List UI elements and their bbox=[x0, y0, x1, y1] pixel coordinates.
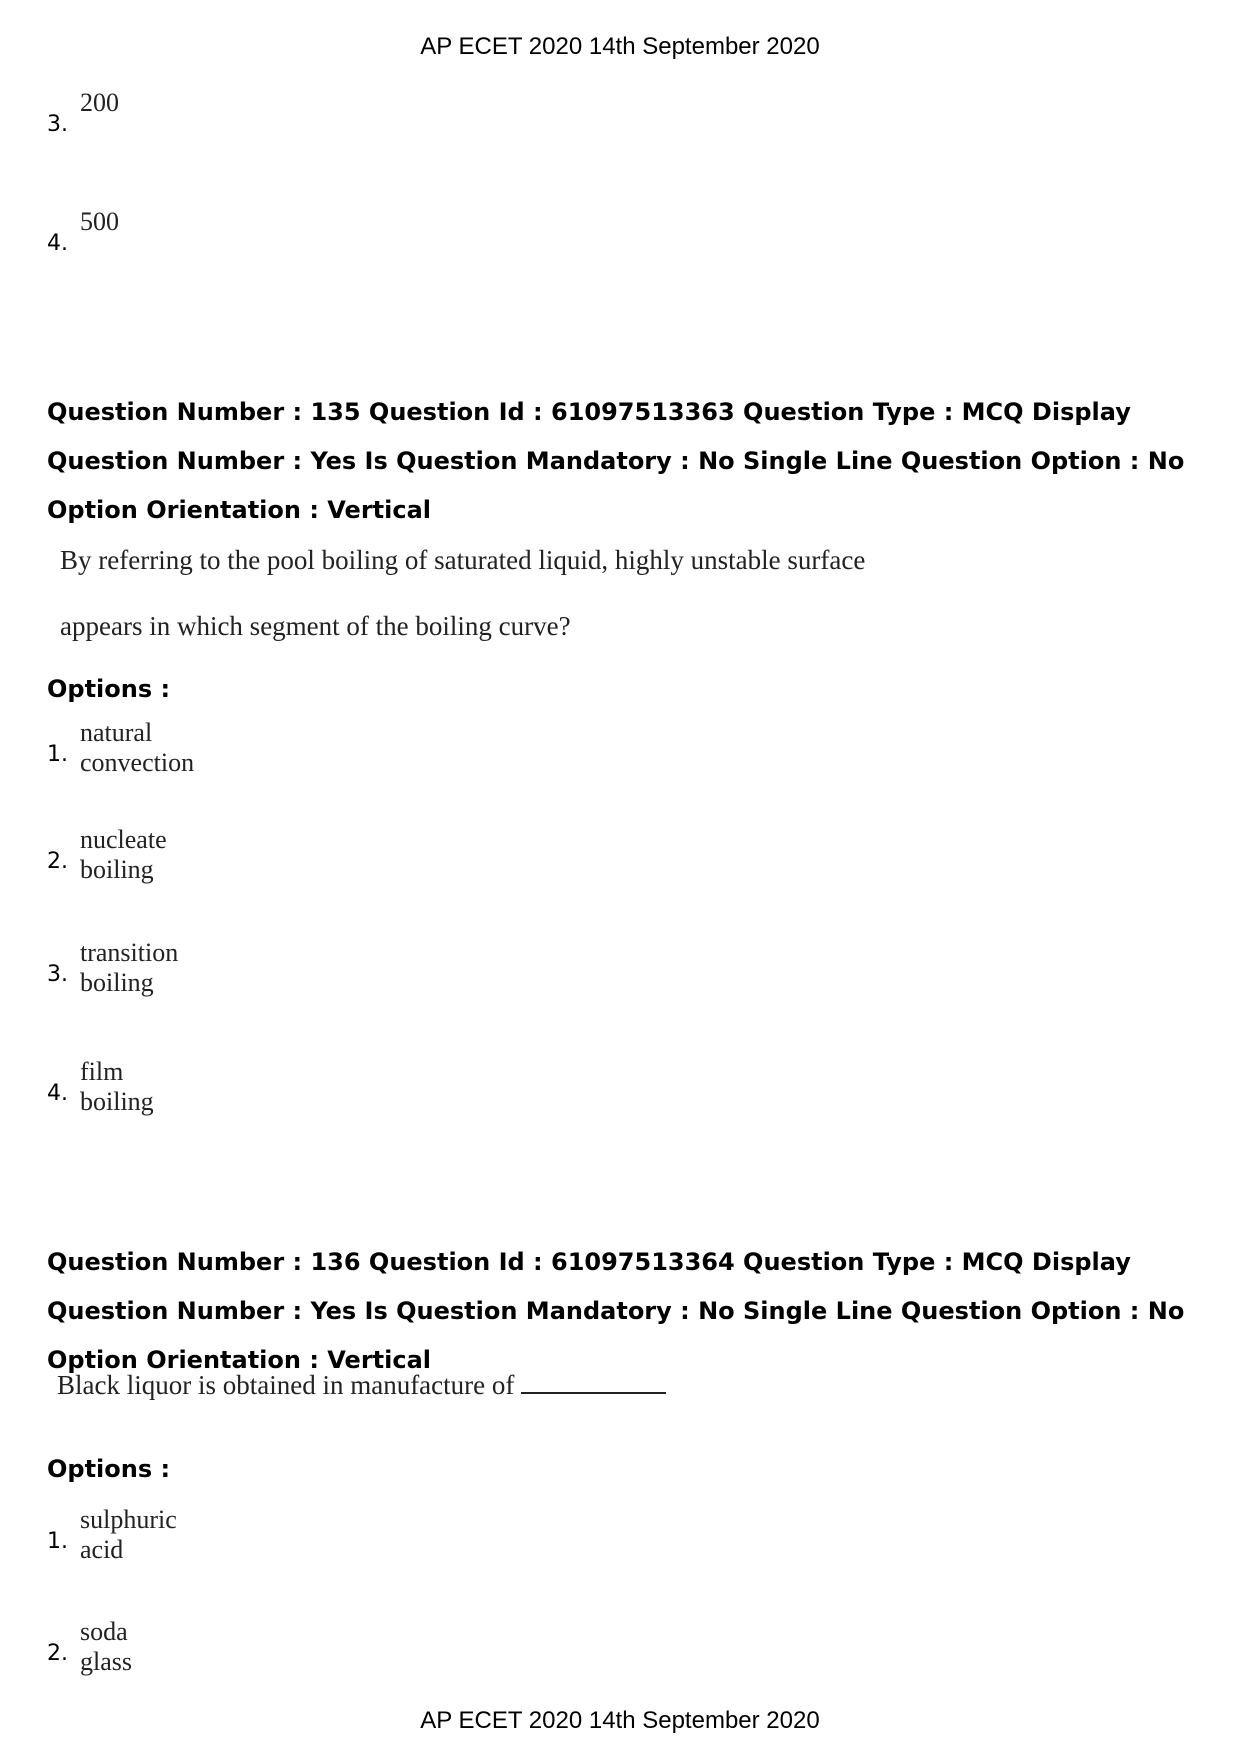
option-number: 1. bbox=[47, 742, 68, 767]
option-text: 500 bbox=[80, 207, 119, 236]
option-number: 1. bbox=[47, 1529, 68, 1554]
question-136-text bbox=[57, 1370, 1157, 1401]
option-text: natural convection bbox=[80, 718, 195, 777]
question-136-options-label: Options : bbox=[47, 1455, 171, 1483]
option-text: nucleate boiling bbox=[80, 825, 167, 884]
answer-blank bbox=[521, 1370, 666, 1394]
option-text: film boiling bbox=[80, 1057, 154, 1116]
question-135-text-line-1: By referring to the pool boiling of saturated liquid, highly unstable surface bbox=[60, 545, 866, 575]
page-footer: AP ECET 2020 14th September 2020 bbox=[420, 1707, 820, 1734]
question-135-options-label: Options : bbox=[47, 675, 171, 703]
question-136-meta: Question Number : 136 Question Id : 61097513364 Question Type : MCQ Display Question Number : Yes Is Question Mandatory : No Single Line Question Option : No Option Orientation : Vertical bbox=[47, 1248, 1185, 1374]
option-number: 2. bbox=[47, 1641, 68, 1666]
option-number: 4. bbox=[47, 1081, 68, 1106]
option-number: 4. bbox=[47, 231, 68, 256]
question-136-text-content: Black liquor is obtained in manufacture of bbox=[57, 1370, 515, 1400]
option-text: 200 bbox=[80, 88, 119, 117]
option-text: soda glass bbox=[80, 1617, 132, 1676]
page-header: AP ECET 2020 14th September 2020 bbox=[420, 33, 820, 60]
option-number: 2. bbox=[47, 849, 68, 874]
question-135-meta: Question Number : 135 Question Id : 61097513363 Question Type : MCQ Display Question Number : Yes Is Question Mandatory : No Single Line Question Option : No Option Orientation : Vertical bbox=[47, 398, 1185, 524]
option-text: sulphuric acid bbox=[80, 1505, 177, 1564]
option-number: 3. bbox=[47, 962, 68, 987]
question-135-text-line-2: appears in which segment of the boiling curve? bbox=[60, 611, 571, 641]
question-135-text bbox=[60, 527, 1160, 659]
option-text: transition boiling bbox=[80, 938, 179, 997]
option-number: 3. bbox=[47, 112, 68, 137]
